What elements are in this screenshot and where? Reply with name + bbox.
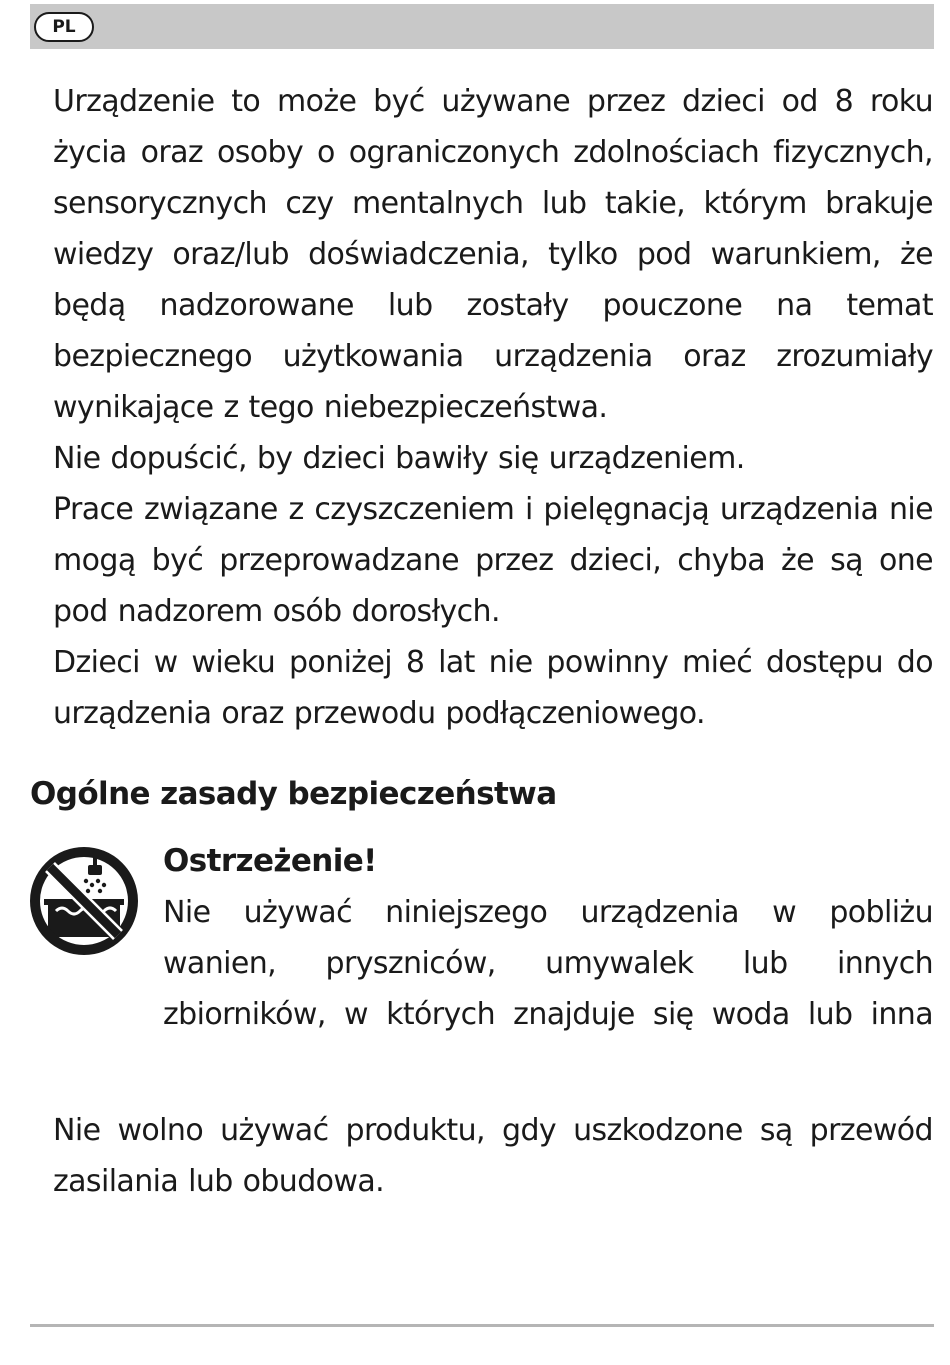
- header-bar: [30, 4, 934, 49]
- paragraph-no-playing: Nie dopuścić, by dzieci bawiły się urządzeniem.: [53, 441, 745, 476]
- paragraph-cleaning: Prace związane z czyszczeniem i pielęgnacją urządzenia nie mogą być przeprowadzane przez dzieci, chyba że są one pod nadzorem osób dorosłych.: [53, 492, 933, 629]
- language-badge: PL: [34, 12, 94, 42]
- paragraph-supervision: Urządzenie to może być używane przez dzieci od 8 roku życia oraz osoby o ograniczonych zdolnościach fizycznych, sensorycznych czy mentalnych lub takie, którym brakuje wiedzy oraz/lub doświadczenia, tylko pod warunkiem, że będą nadzorowane lub zostały pouczone na temat bezpiecznego użytkowania urządzenia oraz zrozumiały wynikające z tego niebezpieczeństwa.: [53, 84, 933, 425]
- warning-block: [163, 836, 933, 1040]
- paragraph-damaged-cable: Nie wolno używać produktu, gdy uszkodzone są przewód zasilania lub obudowa.: [53, 1113, 933, 1199]
- intro-text: [53, 76, 933, 739]
- no-water-icon: [28, 845, 140, 957]
- warning-title: Ostrzeżenie!: [163, 843, 377, 879]
- paragraph-age-limit: Dzieci w wieku poniżej 8 lat nie powinny mieć dostępu do urządzenia oraz przewodu podłączeniowego.: [53, 645, 933, 731]
- section-heading: Ogólne zasady bezpieczeństwa: [30, 776, 557, 812]
- footer-rule: [30, 1324, 934, 1327]
- warning-text: Nie używać niniejszego urządzenia w pobliżu wanien, pryszniców, umywalek lub innych zbiorników, w których znajduje się woda lub inna: [163, 895, 933, 1032]
- damage-note: [53, 1105, 933, 1207]
